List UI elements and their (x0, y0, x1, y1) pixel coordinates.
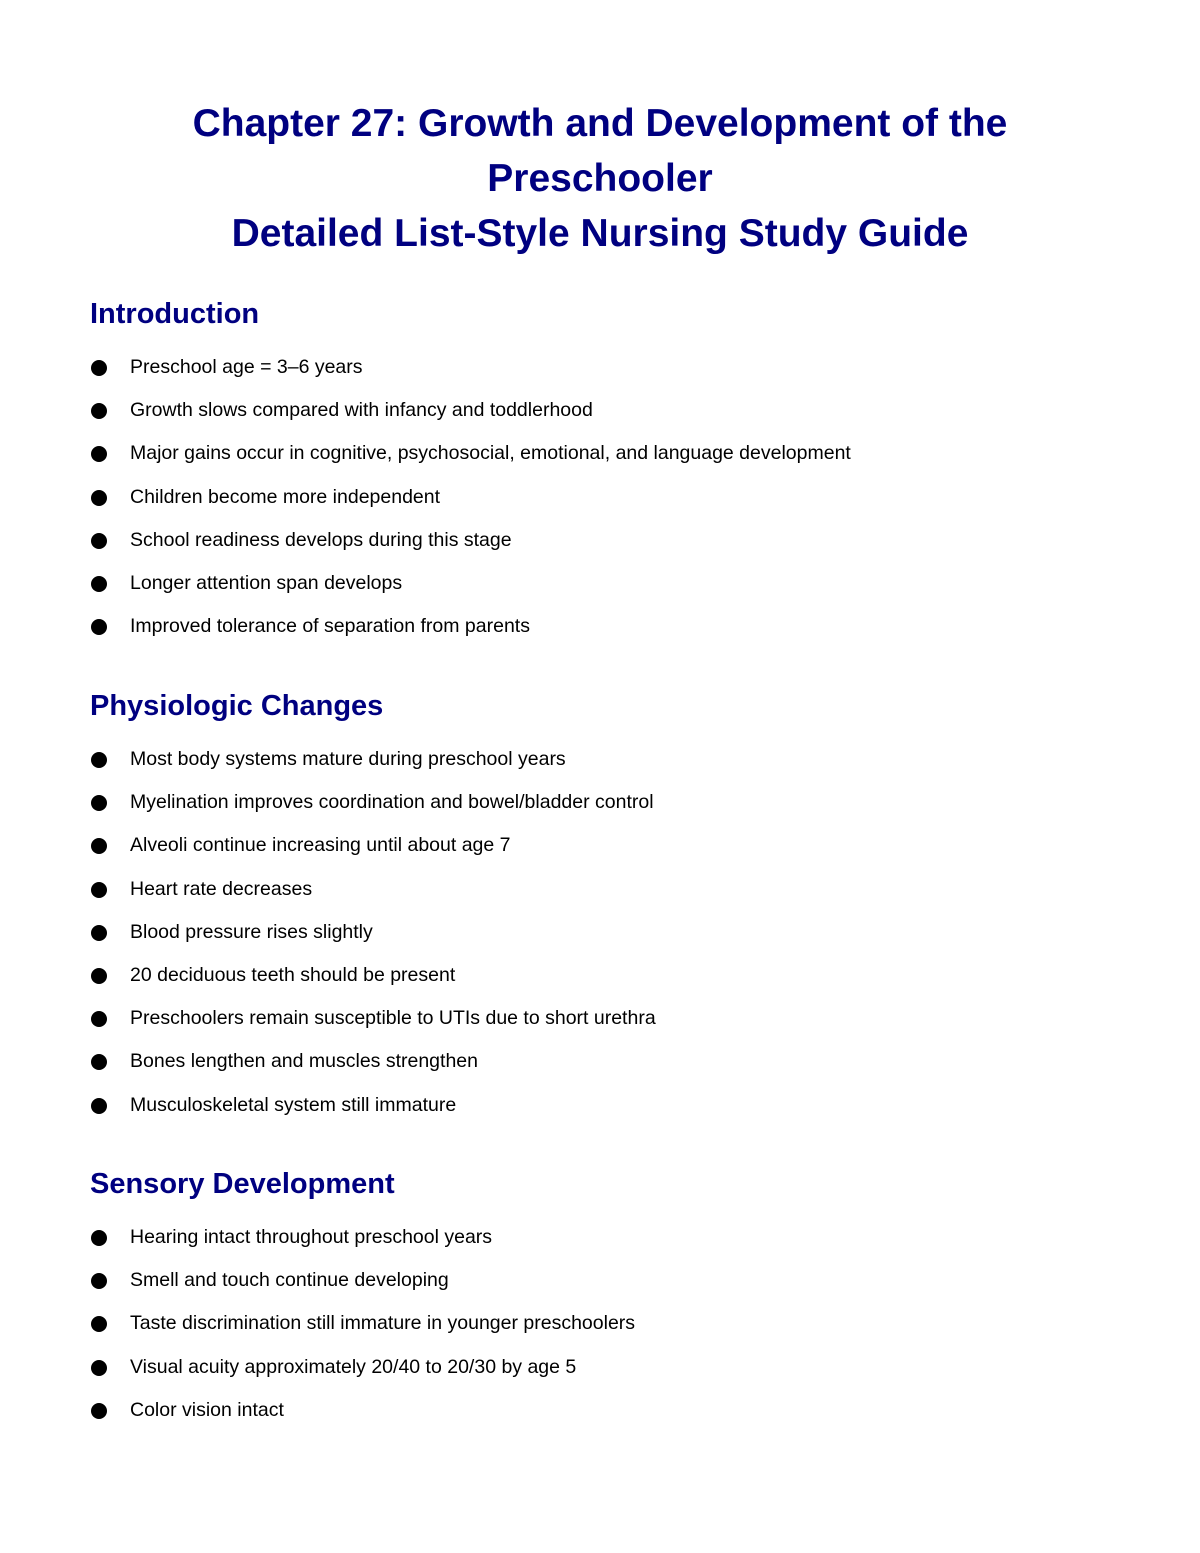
bullet-icon (91, 619, 107, 635)
list-item-text: Bones lengthen and muscles strengthen (130, 1050, 478, 1073)
bullet-icon (91, 533, 107, 549)
bullet-icon (91, 403, 107, 419)
title-line-1: Chapter 27: Growth and Development of the (192, 102, 1008, 145)
list-item (90, 997, 1130, 1040)
list-item (90, 476, 1130, 519)
list-item-text: Musculoskeletal system still immature (130, 1093, 457, 1116)
bullet-icon (91, 795, 107, 811)
list-item (90, 346, 1130, 389)
bullet-icon (91, 1230, 107, 1246)
list-item-text: Improved tolerance of separation from parents (130, 615, 530, 638)
list-item-text: Visual acuity approximately 20/40 to 20/30 by age 5 (130, 1355, 577, 1378)
bullet-icon (91, 968, 107, 984)
title-line-2: Preschooler (487, 157, 713, 200)
list-item (90, 824, 1130, 867)
bullet-icon (91, 752, 107, 768)
bullet-list-introduction (90, 346, 1130, 648)
list-item (90, 1259, 1130, 1302)
bullet-icon (91, 1360, 107, 1376)
list-item-text: Alveoli continue increasing until about age 7 (130, 834, 511, 857)
bullet-list-physiologic-changes (90, 738, 1130, 1127)
section-heading-sensory-development: Sensory Development (90, 1168, 395, 1200)
bullet-icon (91, 490, 107, 506)
list-item-text: Myelination improves coordination and bowel/bladder control (130, 791, 654, 814)
bullet-icon (91, 838, 107, 854)
bullet-icon (91, 1011, 107, 1027)
bullet-icon (91, 446, 107, 462)
list-item (90, 868, 1130, 911)
list-item-text: Heart rate decreases (130, 877, 313, 900)
list-item (90, 1216, 1130, 1259)
list-item-text: Preschool age = 3–6 years (130, 356, 363, 378)
bullet-icon (91, 1403, 107, 1419)
bullet-icon (91, 576, 107, 592)
list-item (90, 519, 1130, 562)
bullet-icon (91, 1316, 107, 1332)
section-sensory-development (90, 1166, 1130, 1432)
bullet-icon (91, 1273, 107, 1289)
section-physiologic-changes (90, 688, 1130, 1127)
list-item-text: Children become more independent (130, 485, 441, 508)
list-item (90, 432, 1130, 475)
list-item (90, 781, 1130, 824)
title-line-3: Detailed List-Style Nursing Study Guide (231, 212, 969, 255)
list-item-text: Growth slows compared with infancy and toddlerhood (130, 399, 593, 422)
list-item-text: Longer attention span develops (130, 571, 403, 594)
bullet-list-sensory-development (90, 1216, 1130, 1432)
list-item (90, 911, 1130, 954)
bullet-icon (91, 1098, 107, 1114)
bullet-icon (91, 882, 107, 898)
list-item-text: Most body systems mature during preschool years (130, 748, 566, 770)
bullet-icon (91, 925, 107, 941)
list-item-text: 20 deciduous teeth should be present (130, 963, 456, 986)
list-item-text: Taste discrimination still immature in younger preschoolers (130, 1312, 636, 1335)
list-item-text: Preschoolers remain susceptible to UTIs due to short urethra (130, 1007, 656, 1030)
bullet-icon (91, 1054, 107, 1070)
list-item (90, 1346, 1130, 1389)
list-item-text: School readiness develops during this stage (130, 528, 512, 551)
section-heading-introduction: Introduction (90, 298, 260, 330)
section-heading-physiologic-changes: Physiologic Changes (90, 690, 384, 722)
list-item (90, 1084, 1130, 1127)
list-item (90, 389, 1130, 432)
list-item (90, 605, 1130, 648)
list-item (90, 1302, 1130, 1345)
list-item-text: Hearing intact throughout preschool years (130, 1226, 493, 1248)
list-item-text: Color vision intact (130, 1398, 284, 1421)
list-item (90, 954, 1130, 997)
list-item-text: Blood pressure rises slightly (130, 920, 373, 943)
list-item (90, 562, 1130, 605)
list-item-text: Smell and touch continue developing (130, 1269, 449, 1292)
list-item (90, 1389, 1130, 1432)
bullet-icon (91, 360, 107, 376)
list-item (90, 738, 1130, 781)
list-item-text: Major gains occur in cognitive, psychosocial, emotional, and language development (130, 442, 851, 465)
document-title (0, 96, 1200, 261)
section-introduction (90, 296, 1130, 648)
list-item (90, 1040, 1130, 1083)
